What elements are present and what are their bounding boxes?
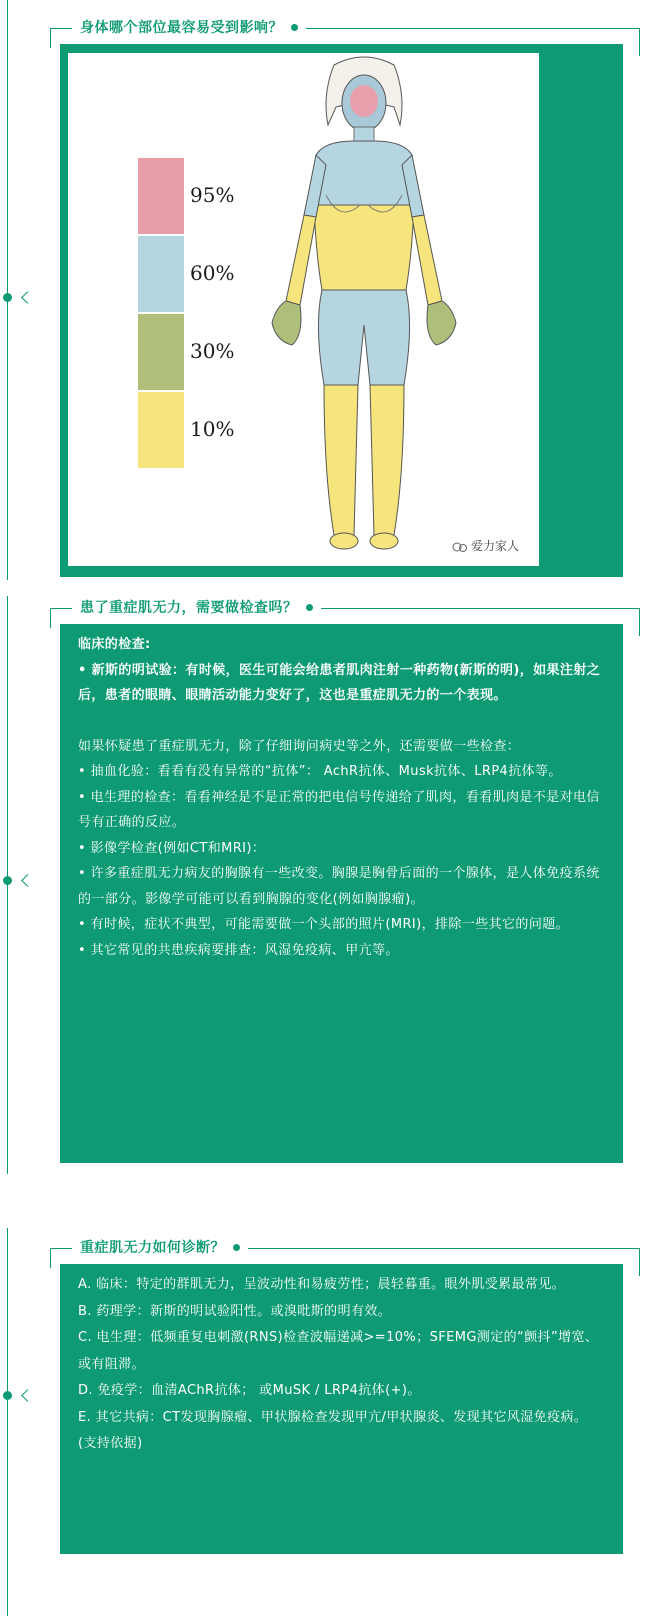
section2-item: • 影像学检查(例如CT和MRI)： <box>78 840 266 856</box>
human-body-illustration <box>264 55 464 553</box>
section3-item: B. 药理学：新斯的明试验阳性。或溴吡斯的明有效。 <box>78 1303 392 1319</box>
section2-item: • 有时候，症状不典型，可能需要做一个头部的照片(MRI)，排除一些其它的问题。 <box>78 917 570 932</box>
chevron-left-icon[interactable] <box>21 291 34 304</box>
section3-text <box>78 1272 606 1458</box>
section2-title <box>72 599 321 617</box>
section2-item: • 电生理的检查：看看神经是不是正常的把电信号传递给了肌肉，看看肌肉是不是对电信号有正确的反应。 <box>78 789 600 830</box>
section2-item: • 抽血化验：看看有没有异常的“抗体”： AchR抗体、Musk抗体、LRP4抗体等。 <box>78 764 562 779</box>
section3-item: D. 免疫学：血清AChR抗体； 或MuSK / LRP4抗体(+)。 <box>78 1383 421 1398</box>
legend-label-95: 95% <box>190 183 235 207</box>
legend-label-60: 60% <box>190 261 235 285</box>
side-line-2 <box>7 596 8 1174</box>
body-figure <box>68 53 539 566</box>
wechat-icon <box>452 542 468 552</box>
section3-item: E. 其它共病：CT发现胸腺瘤、甲状腺检查发现甲亢/甲状腺炎、发现其它风湿免疫病。(支持依据) <box>78 1409 588 1451</box>
title-dot <box>233 1244 240 1251</box>
side-line-3 <box>7 1228 8 1616</box>
legend-swatch-30 <box>138 314 184 390</box>
title-dot <box>306 604 313 611</box>
section3-item: C. 电生理：低频重复电刺激(RNS)检查波幅递减>=10%；SFEMG测定的“颤抖”增宽、或有阻滞。 <box>78 1330 599 1372</box>
section3-title <box>72 1239 248 1257</box>
legend-label-30: 30% <box>190 339 235 363</box>
chevron-left-icon[interactable] <box>21 874 34 887</box>
section1-title-text: 身体哪个部位最容易受到影响？ <box>80 20 283 36</box>
timeline-dot-3 <box>3 1391 12 1400</box>
section2-title-text: 患了重症肌无力，需要做检查吗？ <box>80 600 298 616</box>
section2-text <box>78 632 606 963</box>
side-line-1 <box>7 0 8 580</box>
spacer <box>78 709 606 734</box>
section2-item: • 许多重症肌无力病友的胸腺有一些改变。胸腺是胸骨后面的一个腺体，是人体免疫系统的一部分。影像学可能可以看到胸腺的变化(例如胸腺瘤)。 <box>78 866 600 907</box>
chevron-left-icon[interactable] <box>21 1389 34 1402</box>
section3-title-text: 重症肌无力如何诊断？ <box>80 1240 225 1256</box>
section2-intro: 如果怀疑患了重症肌无力，除了仔细询问病史等之外，还需要做一些检查： <box>78 738 521 754</box>
timeline-dot-1 <box>3 293 12 302</box>
legend-swatch-10 <box>138 392 184 468</box>
section2-item: • 其它常见的共患疾病要排查：风湿免疫病、甲亢等。 <box>78 942 399 958</box>
watermark-text: 爱力家人 <box>471 539 520 553</box>
legend-swatch-95 <box>138 158 184 234</box>
title-dot <box>291 24 298 31</box>
watermark <box>452 537 519 554</box>
legend-label-10: 10% <box>190 417 235 441</box>
timeline-dot-2 <box>3 876 12 885</box>
section2-heading: 临床的检查: <box>78 637 151 652</box>
section3-item: A. 临床：特定的群肌无力，呈波动性和易疲劳性；晨轻暮重。眼外肌受累最常见。 <box>78 1277 566 1292</box>
section1-title <box>72 19 306 37</box>
legend-swatch-60 <box>138 236 184 312</box>
section2-bold-para: • 新斯的明试验：有时候，医生可能会给患者肌肉注射一种药物(新斯的明)，如果注射之后，患者的眼睛、眼睛活动能力变好了，这也是重症肌无力的一个表现。 <box>78 662 601 703</box>
